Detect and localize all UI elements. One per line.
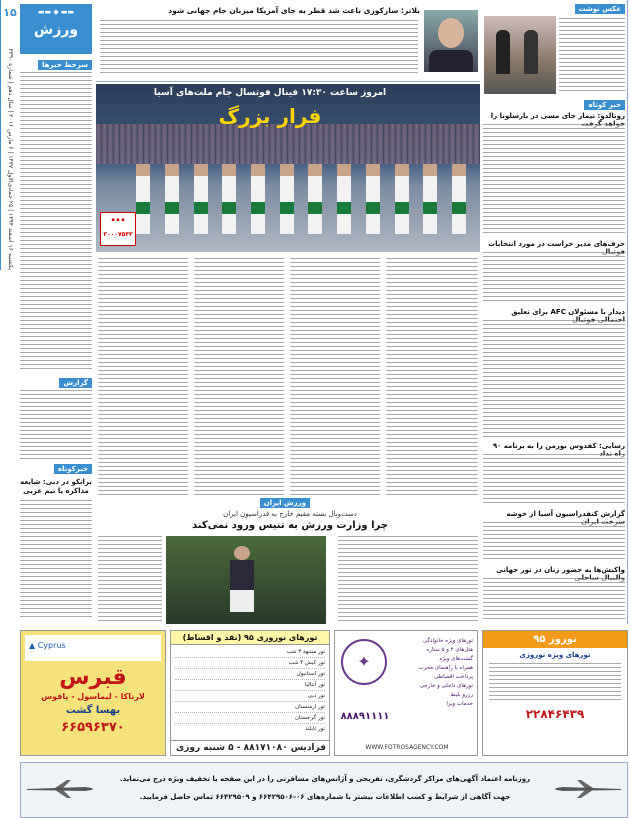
tag-photo: عکس نوشت bbox=[575, 4, 626, 14]
section-title: ورزش bbox=[33, 22, 79, 38]
ad-agency-line: هتل‌های ۴ و ۵ ستاره bbox=[426, 647, 473, 653]
ad-cyprus-title: قبرس bbox=[59, 665, 127, 690]
top-story-headline: بلاتر: سارکوزی باعث شد قطر به جای آمریکا میزبان جام جهانی شود bbox=[168, 6, 420, 15]
mid-story-text-right bbox=[338, 536, 478, 622]
blatter-photo bbox=[424, 10, 478, 72]
right-head-2: حرف‌های مدیر حراست در مورد انتخابات bbox=[488, 240, 625, 248]
hero-title: فرار بزرگ bbox=[218, 104, 322, 128]
tag-report: گزارش bbox=[59, 378, 92, 388]
right-text-4 bbox=[483, 454, 625, 506]
right-head-4: رسایی: کفدوس بورمن را به برنامه ۹۰ bbox=[492, 442, 625, 450]
ad-agency-line: تورهای داخلی و خارجی bbox=[419, 683, 473, 689]
top-story bbox=[96, 0, 480, 82]
mid-text-3 bbox=[290, 258, 380, 498]
ad-cyprus-line: بهسا گشت bbox=[65, 705, 121, 716]
right-head-3: دیدار با مسئولان AFC برای تعلیق bbox=[511, 308, 625, 316]
ad-agency-lines bbox=[387, 637, 473, 709]
ad-nowruz bbox=[482, 630, 628, 756]
right-text-3 bbox=[483, 320, 625, 438]
ad-agency-line: تورهای ویژه خانوادگی bbox=[422, 638, 473, 644]
right-text-2 bbox=[483, 252, 625, 304]
logo-icon: ▬▬ ◆ ▬▬ bbox=[37, 8, 75, 16]
footer-line-1: روزنامه اعتماد آگهی‌های مراکز گردشگری، تفریحی و آژانس‌های مسافرتی را در این صفحه با تخفیف ویژه درج می‌نماید. bbox=[119, 775, 531, 783]
ad-agency-line: گشت‌های ویژه bbox=[439, 656, 473, 662]
ad-nowruz-text bbox=[489, 663, 621, 703]
players-row bbox=[136, 164, 466, 244]
ad-tours-bottom: فرادیس ۸۸۱۷۱۰۸۰ - ۵ شنبه روزی bbox=[171, 740, 330, 755]
ad-tours-rows bbox=[171, 645, 329, 736]
ad-nowruz-title: نوروز ۹۵ bbox=[483, 631, 627, 648]
hero-kicker: امروز ساعت ۱۷:۳۰ فینال فوتسال جام ملت‌های آسیا bbox=[153, 88, 387, 98]
photo-note-text bbox=[559, 18, 625, 92]
mid-story-text-left bbox=[98, 536, 162, 622]
ad-agency-site: WWW.FOTROSAGENCY.COM bbox=[365, 744, 449, 751]
ad-agency bbox=[334, 630, 478, 756]
ad-cyprus-sub: لارناکا - لیماسول - پافوس bbox=[41, 692, 145, 701]
ad-tours-row: تور مشهد ۳ شب bbox=[175, 647, 325, 658]
date-line: یکشنبه ۱۶ اسفند ۱۳۹۴ | ۲۵ جمادی‌الاول ۱۴۳۷ | ۶ مارس ۲۰۱۶ | سال دهم | شماره ۳۳۹۰ bbox=[7, 48, 14, 270]
left-text-3 bbox=[20, 500, 92, 620]
hero-photo bbox=[96, 84, 480, 252]
right-head-6: واکنش‌ها به حضور زنان در تور جهانی bbox=[496, 566, 625, 574]
footer-line-2: جهت آگاهی از شرایط و کسب اطلاعات بیشتر با شماره‌های ۰۶-۶۶۴۲۹۵۰۶ و ۶۶۴۲۹۵۰۹ تماس حاصل فرمایید. bbox=[139, 793, 511, 801]
right-column bbox=[482, 0, 628, 624]
mid-text-2 bbox=[194, 258, 284, 498]
mid-text-4 bbox=[386, 258, 478, 498]
crowd-stands bbox=[96, 124, 480, 164]
photo-note-image bbox=[484, 16, 556, 94]
right-text-1 bbox=[483, 124, 625, 236]
right-head-1: رونالدو: نیمار جای مسی در بارسلونا را bbox=[490, 112, 625, 120]
ad-cyprus bbox=[20, 630, 166, 756]
right-text-5 bbox=[483, 522, 625, 562]
left-text-2 bbox=[20, 390, 92, 460]
ad-agency-line: پرداخت اقساطی bbox=[434, 674, 473, 680]
right-head-5: گزارش کنفدراسیون آسیا از خوشه bbox=[506, 510, 625, 518]
airplane-icon bbox=[553, 779, 623, 799]
ad-cyprus-logo: ▲ Cyprus bbox=[25, 635, 161, 661]
ad-tours-row: تور کیش ۴ شب bbox=[175, 658, 325, 669]
ad-agency-phone: ۸۸۸۹۱۱۱۱ bbox=[340, 711, 390, 722]
footer-banner bbox=[20, 762, 628, 818]
tag-headlines: سرخط خبرها bbox=[38, 60, 92, 70]
airplane-icon bbox=[25, 779, 95, 799]
tag-brief-right: خبر کوتاه bbox=[584, 100, 625, 110]
masthead-strip bbox=[0, 0, 18, 270]
tennis-photo bbox=[166, 536, 326, 624]
ad-tours-row: تور دبی bbox=[175, 691, 325, 702]
mid-story bbox=[96, 498, 480, 624]
ad-tours-row: تور تایلند bbox=[305, 726, 325, 732]
ad-cyprus-phone: ۶۶۵۹۶۳۷۰ bbox=[61, 720, 125, 735]
page-number: ۱۵ bbox=[3, 6, 17, 19]
ad-tours-row: تور استانبول bbox=[175, 669, 325, 680]
ad-tours-row: تور گرجستان bbox=[175, 713, 325, 724]
tag-brief-left: خبرکوتاه bbox=[54, 464, 92, 474]
ad-tours bbox=[170, 630, 330, 756]
mid-story-headline: چرا وزارت ورزش به تنیس ورود نمی‌کند bbox=[192, 520, 388, 531]
top-story-text bbox=[100, 20, 418, 76]
left-article-head: برانکو در دبی: شایعه مذاکره با تیم عربی bbox=[20, 478, 92, 495]
ad-tours-row: تور ارمنستان bbox=[175, 702, 325, 713]
ad-nowruz-phone: ۲۲۸۴۶۴۳۹ bbox=[525, 707, 585, 721]
ad-agency-logo: ✦ bbox=[341, 639, 387, 685]
ad-agency-line: همراه با راهنمای مجرب bbox=[418, 665, 473, 671]
left-text-1 bbox=[20, 72, 92, 372]
ad-agency-line: رزرو بلیط bbox=[450, 692, 473, 698]
ad-nowruz-sub: تورهای ویژه نوروزی bbox=[519, 651, 591, 659]
sms-code: ۳۰۰۰۷۵۴۳ bbox=[103, 231, 133, 238]
mid-text-1 bbox=[98, 258, 188, 498]
right-text-6 bbox=[483, 578, 625, 622]
mid-story-tag: ورزش ایران bbox=[260, 498, 310, 508]
ad-tours-title: تورهای نوروزی ۹۵ (نقد و اقساط) bbox=[171, 631, 329, 645]
sms-box: ▪ ▪ ▪ ۳۰۰۰۷۵۴۳ bbox=[100, 212, 136, 246]
mid-story-kicker: دست‌و‌بال بسته مقیم خارج به فدراسیون ایران bbox=[223, 510, 357, 518]
ad-agency-line: خدمات ویزا bbox=[446, 701, 473, 707]
ad-tours-row: تور آنتالیا bbox=[175, 680, 325, 691]
section-box bbox=[20, 4, 92, 54]
left-column bbox=[20, 0, 92, 620]
